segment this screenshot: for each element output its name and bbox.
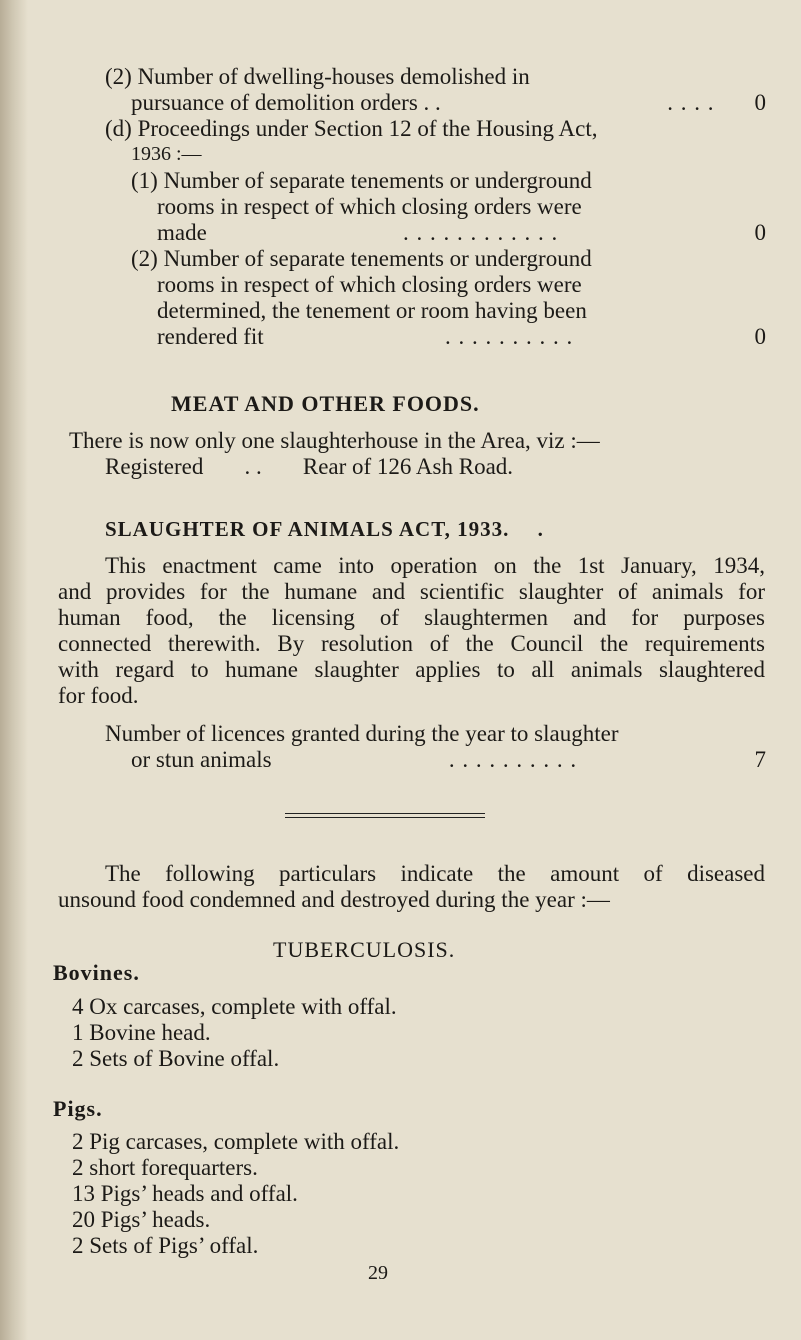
meat-heading: MEAT AND OTHER FOODS. bbox=[171, 391, 480, 416]
item-d1-dots: . . . . . . . . . . . . bbox=[403, 220, 559, 245]
bovines-item: 4 Ox carcases, complete with offal. bbox=[72, 994, 397, 1019]
page-number: 29 bbox=[368, 1262, 388, 1284]
meat-registered-dots: . . bbox=[244, 454, 262, 479]
slaughter-heading-mark: . bbox=[537, 517, 544, 541]
slaughter-para-line: This enactment came into operation on the 1st January, 1934, bbox=[105, 553, 765, 578]
item-c2-dots: . . . . bbox=[667, 90, 715, 115]
meat-registered-label: Registered bbox=[105, 454, 204, 479]
item-d2-line3: determined, the tenement or room having been bbox=[157, 298, 587, 323]
pigs-item: 2 Pig carcases, complete with offal. bbox=[72, 1129, 400, 1154]
item-c2-row bbox=[131, 89, 766, 116]
slaughter-para-line: and provides for the humane and scientific slaughter of animals for bbox=[58, 579, 765, 604]
condemned-intro-line2: unsound food condemned and destroyed during the year :— bbox=[58, 887, 610, 912]
condemned-intro-line1: The following particulars indicate the amount of diseased bbox=[105, 861, 765, 886]
item-d2-line2: rooms in respect of which closing orders were bbox=[157, 272, 582, 297]
item-d1-value: 0 bbox=[754, 220, 766, 245]
pigs-item: 20 Pigs’ heads. bbox=[72, 1207, 211, 1232]
licences-value: 7 bbox=[754, 747, 766, 772]
meat-registered-row bbox=[105, 453, 513, 480]
item-d1-line2: rooms in respect of which closing orders were bbox=[157, 194, 582, 219]
pigs-item: 2 short forequarters. bbox=[72, 1155, 258, 1180]
meat-intro: There is now only one slaughterhouse in the Area, viz :— bbox=[69, 428, 600, 453]
meat-registered-address: Rear of 126 Ash Road. bbox=[302, 454, 514, 479]
item-d-line1: (d) Proceedings under Section 12 of the Housing Act, bbox=[105, 116, 598, 141]
licences-row bbox=[131, 746, 766, 773]
section-divider-top bbox=[285, 813, 485, 814]
pigs-item: 2 Sets of Pigs’ offal. bbox=[72, 1233, 259, 1258]
slaughter-heading-text: SLAUGHTER OF ANIMALS ACT, 1933. bbox=[105, 517, 510, 541]
slaughter-para-line: human food, the licensing of slaughtermen and for purposes bbox=[58, 605, 765, 630]
item-d2-line4: rendered fit bbox=[157, 324, 264, 349]
licences-dots: . . . . . . . . . . bbox=[448, 747, 578, 772]
licences-line1: Number of licences granted during the year to slaughter bbox=[105, 721, 619, 746]
page-edge-shadow bbox=[0, 0, 28, 1340]
item-d2-value: 0 bbox=[754, 324, 766, 349]
item-d2-row bbox=[157, 323, 766, 350]
tuberculosis-heading: TUBERCULOSIS. bbox=[273, 937, 456, 962]
bovines-heading: Bovines. bbox=[53, 960, 140, 985]
pigs-heading: Pigs. bbox=[53, 1096, 103, 1121]
item-c2-line1: (2) Number of dwelling-houses demolished in bbox=[105, 64, 530, 89]
bovines-item: 1 Bovine head. bbox=[72, 1020, 211, 1045]
item-d1-line1: (1) Number of separate tenements or underground bbox=[131, 168, 592, 193]
bovines-item: 2 Sets of Bovine offal. bbox=[72, 1046, 280, 1071]
item-c2-line2: pursuance of demolition orders . . bbox=[131, 90, 441, 115]
slaughter-para-line: for food. bbox=[58, 683, 139, 708]
item-d1-row bbox=[157, 219, 766, 246]
slaughter-para-line: with regard to humane slaughter applies to all animals slaughtered bbox=[58, 657, 765, 682]
item-c2-value: 0 bbox=[754, 90, 766, 115]
item-d1-line3: made bbox=[157, 220, 207, 245]
slaughter-heading bbox=[105, 517, 544, 542]
section-divider-bottom bbox=[285, 817, 485, 818]
slaughter-para-line: connected therewith. By resolution of the Council the requirements bbox=[58, 631, 765, 656]
item-d-line2: 1936 :— bbox=[131, 143, 202, 165]
licences-line2: or stun animals bbox=[131, 747, 272, 772]
pigs-item: 13 Pigs’ heads and offal. bbox=[72, 1181, 298, 1206]
item-d2-dots: . . . . . . . . . . bbox=[444, 324, 574, 349]
item-d2-line1: (2) Number of separate tenements or underground bbox=[131, 246, 592, 271]
